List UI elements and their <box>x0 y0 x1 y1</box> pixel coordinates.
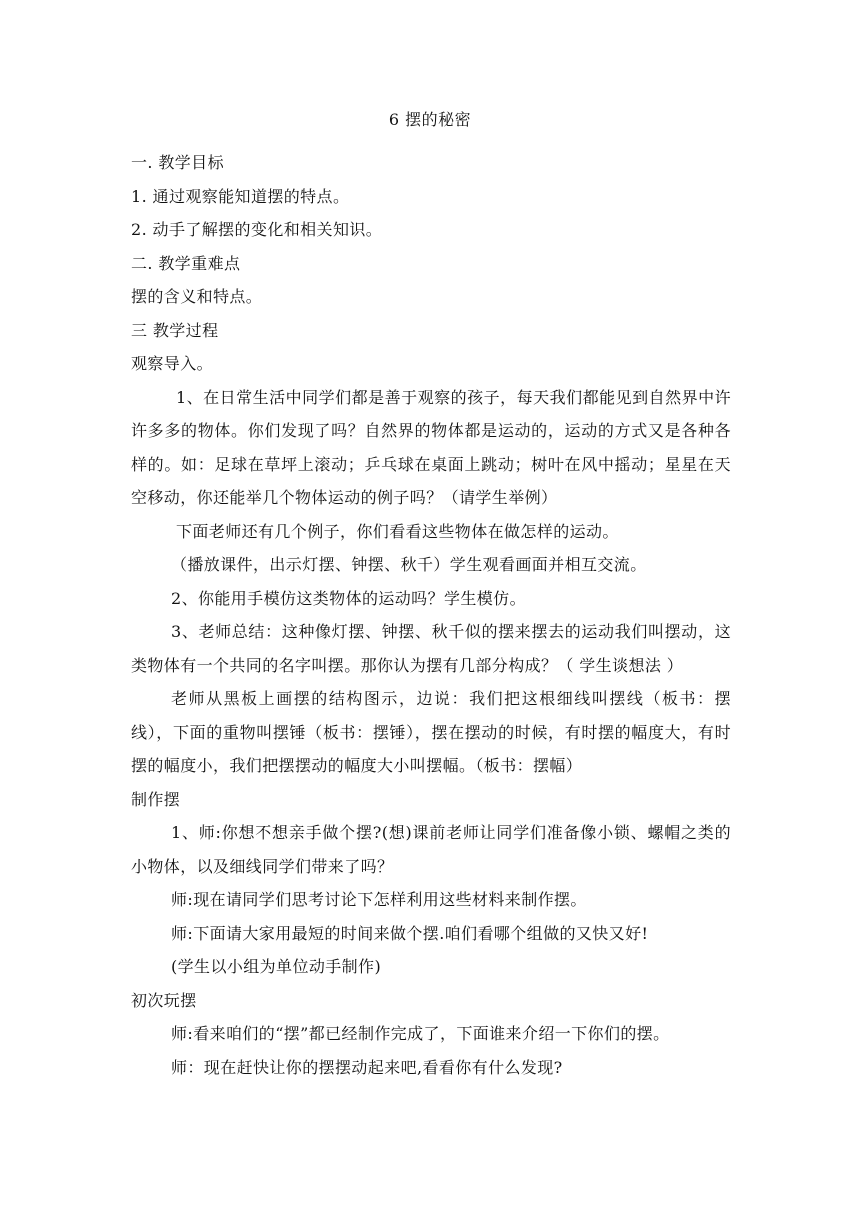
paragraph-play-2: 师：现在赶快让你的摆摆动起来吧,看看你有什么发现? <box>171 1057 563 1077</box>
paragraph-structure: 老师从黑板上画摆的结构图示，边说：我们把这根细线叫摆线（板书：摆线），下面的重物叫摆锤（板书：摆锤），摆在摆动的时候，有时摆的幅度大，有时摆的幅度小，我们把摆摆动的幅度大小叫摆幅。（板书：摆幅） <box>131 689 731 775</box>
heading-key-points: 二. 教学重难点 <box>131 253 241 273</box>
objective-2: 2. 动手了解摆的变化和相关知识。 <box>131 220 383 239</box>
heading-make-pendulum: 制作摆 <box>131 789 181 809</box>
paragraph-make-2: 师:现在请同学们思考讨论下怎样利用这些材料来制作摆。 <box>171 890 587 909</box>
paragraph-make-4: (学生以小组为单位动手制作) <box>171 957 382 976</box>
paragraph-observe: 1、在日常生活中同学们都是善于观察的孩子，每天我们都能见到自然界中许许多多的物体。你们发现了吗？自然界的物体都是运动的，运动的方式又是各种各样的。如：足球在草坪上滚动；乒乓球在桌面上跳动；树叶在风中摇动；星星在天空移动，你还能举几个物体运动的例子吗？（请学生举例） <box>131 387 731 507</box>
paragraph-make-1: 1、师:你想不想亲手做个摆?(想)课前老师让同学们准备像小锁、螺帽之类的小物体，以及细线同学们带来了吗？ <box>131 823 731 876</box>
paragraph-make-3: 师:下面请大家用最短的时间来做个摆.咱们看哪个组做的又快又好! <box>171 923 649 943</box>
paragraph-summary: 3、老师总结：这种像灯摆、钟摆、秋千似的摆来摆去的运动我们叫摆动，这类物体有一个共同的名字叫摆。那你认为摆有几部分构成？（ 学生谈想法 ） <box>131 622 731 675</box>
paragraph-imitate: 2、你能用手模仿这类物体的运动吗？学生模仿。 <box>171 588 526 608</box>
heading-process: 三 教学过程 <box>131 320 219 340</box>
objective-1: 1. 通过观察能知道摆的特点。 <box>131 186 350 206</box>
paragraph-courseware: （播放课件，出示灯摆、钟摆、秋千）学生观看画面并相互交流。 <box>171 555 647 574</box>
paragraph-play-1: 师:看来咱们的“摆”都已经制作完成了，下面谁来介绍一下你们的摆。 <box>171 1024 670 1043</box>
heading-objectives: 一. 教学目标 <box>131 153 224 172</box>
key-points-text: 摆的含义和特点。 <box>131 287 263 306</box>
document-body <box>131 146 731 1084</box>
subheading-intro: 观察导入。 <box>131 354 214 373</box>
heading-first-play: 初次玩摆 <box>131 990 197 1010</box>
paragraph-examples: 下面老师还有几个例子，你们看看这些物体在做怎样的运动。 <box>176 521 619 541</box>
document-title: 6 摆的秘密 <box>388 110 472 129</box>
